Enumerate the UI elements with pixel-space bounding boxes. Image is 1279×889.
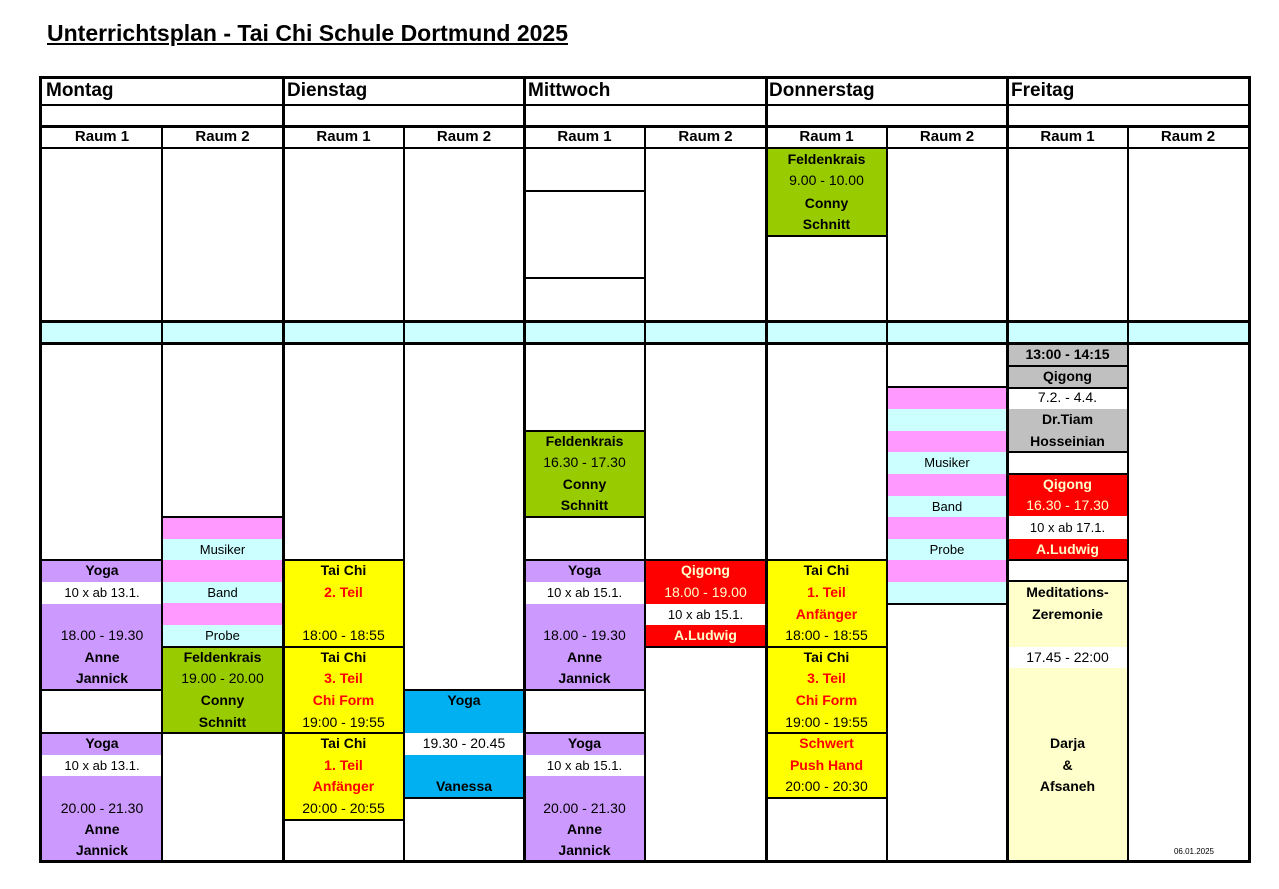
schedule-text-mi2-qg-x: 10 x ab 15.1. [667, 607, 744, 622]
room-header: Raum 2 [436, 128, 492, 145]
date-stamp: 06.01.2025 [1173, 847, 1214, 856]
grid-line [524, 689, 645, 691]
schedule-text-mo1-y2-n2: Jannick [75, 842, 129, 858]
schedule-text-mo1-y1-n1: Anne [84, 649, 120, 665]
schedule-text-mi1-fk-n2: Schnitt [560, 497, 609, 513]
schedule-text-di2-y: Yoga [447, 692, 481, 708]
schedule-text-do1-fk1-n2: Schnitt [802, 216, 851, 232]
schedule-text-di1-tc2-time: 19:00 - 19:55 [302, 714, 385, 730]
schedule-text-mi1-fk-n1: Conny [562, 476, 607, 492]
room-header: Raum 1 [1040, 128, 1095, 145]
cell-fill [162, 560, 283, 582]
schedule-text-do1-fk1: Feldenkrais [787, 151, 866, 167]
schedule-text-mo1-y1-n2: Jannick [75, 670, 129, 686]
schedule-text-fr1-med2: Zeremonie [1032, 606, 1103, 622]
day-divider [765, 76, 768, 863]
grid-line [1007, 451, 1128, 453]
grid-line [766, 235, 887, 237]
schedule-text-mo1-y2-time: 20.00 - 21.30 [60, 800, 144, 816]
schedule-text-do1-sw2: Push Hand [789, 757, 864, 773]
schedule-text-mi1-fk-time: 16.30 - 17.30 [543, 454, 626, 470]
schedule-text-mo1-y1: Yoga [85, 562, 119, 578]
day-header-dienstag: Dienstag [287, 80, 368, 101]
schedule-text-do1-tc1: Tai Chi [803, 562, 850, 578]
schedule-text-fr1-med-n2: & [1062, 757, 1073, 773]
schedule-text-mi1-y1-n2: Jannick [558, 670, 611, 686]
schedule-text-mo1-y2: Yoga [85, 735, 119, 751]
schedule-text-do1-fk1-time: 9.00 - 10.00 [789, 172, 864, 188]
schedule-text-fr1-med-time: 17.45 - 22:00 [1026, 649, 1109, 665]
cell-fill [887, 409, 1007, 431]
schedule-text-mo2-fk-time: 19.00 - 20.00 [181, 670, 264, 686]
room-header: Raum 1 [316, 128, 371, 145]
grid-line [404, 797, 524, 799]
cell-fill [887, 387, 1007, 409]
schedule-text-mo1-y1-time: 18.00 - 19.30 [60, 627, 144, 643]
schedule-text-di2-y-n: Vanessa [435, 778, 493, 794]
schedule-text-fr1-med-n3: Afsaneh [1039, 778, 1096, 794]
schedule-text-mi1-y2-time: 20.00 - 21.30 [543, 800, 626, 816]
grid-line [283, 559, 404, 561]
schedule-text-do1-tc2-l2: Chi Form [795, 692, 858, 708]
grid-line [42, 689, 162, 691]
room-header: Raum 2 [678, 128, 733, 145]
cell-fill [887, 517, 1007, 539]
schedule-text-di1-tc3-time: 20:00 - 20:55 [302, 800, 385, 816]
schedule-text-di1-tc3-l1: 1. Teil [324, 757, 363, 773]
schedule-text-di1-tc3: Tai Chi [320, 735, 367, 751]
grid-line [283, 732, 404, 734]
schedule-text-do1-fk1-n1: Conny [804, 195, 849, 211]
room-divider [161, 125, 163, 863]
schedule-text-mi1-fk: Feldenkrais [545, 433, 624, 449]
day-header-mittwoch: Mittwoch [528, 80, 611, 101]
grid-line [42, 559, 162, 561]
schedule-text-mi2-qg-time: 18.00 - 19.00 [664, 584, 747, 600]
schedule-text-do1-tc2-time: 19:00 - 19:55 [785, 714, 868, 730]
schedule-text-fr1-med-n1: Darja [1049, 735, 1086, 751]
schedule-text-mi1-y2: Yoga [567, 735, 602, 751]
frame-left [39, 76, 42, 863]
schedule-text-mo1-y2-x: 10 x ab 13.1. [64, 758, 140, 773]
grid-line [1007, 343, 1128, 345]
schedule-text-do1-tc1-time: 18:00 - 18:55 [785, 627, 868, 643]
grid-line [645, 559, 766, 561]
schedule-text-do1-sw-time: 20:00 - 20:30 [785, 778, 868, 794]
grid-line [524, 430, 645, 432]
schedule-text-fr1-qg2-n: A.Ludwig [1036, 541, 1099, 557]
grid-line [524, 277, 645, 279]
day-header-freitag: Freitag [1011, 80, 1075, 101]
cell-fill [887, 582, 1007, 604]
schedule-text-mi1-y2-n2: Jannick [558, 842, 611, 858]
grid-line [1007, 365, 1128, 367]
grid-line [524, 559, 645, 561]
cell-fill [162, 517, 283, 539]
schedule-text-do2-musiker: Musiker [924, 455, 970, 470]
schedule-text-do1-sw1: Schwert [799, 735, 854, 751]
schedule-text-di1-tc2-l1: 3. Teil [324, 670, 363, 686]
room-divider [1127, 125, 1129, 863]
grid-line [887, 386, 1007, 388]
schedule-text-fr1-n2: Hosseinian [1030, 433, 1105, 449]
schedule-text-mi1-y2-n1: Anne [567, 821, 602, 837]
schedule-text-di1-tc2-l2: Chi Form [312, 692, 375, 708]
day-header-montag: Montag [46, 80, 114, 101]
room-header: Raum 2 [919, 128, 975, 145]
schedule-text-fr1-qg: Qigong [1043, 368, 1092, 384]
schedule-text-do1-tc2: Tai Chi [803, 649, 850, 665]
grid-line [766, 559, 887, 561]
grid-line [766, 732, 887, 734]
schedule-text-mi2-qg: Qigong [681, 562, 730, 578]
room-header: Raum 1 [74, 128, 130, 145]
schedule-text-di2-y-time: 19.30 - 20.45 [422, 735, 506, 751]
schedule-text-mo2-fk: Feldenkrais [183, 649, 262, 665]
room-header: Raum 2 [1160, 128, 1216, 145]
schedule-text-mi1-y1-time: 18.00 - 19.30 [543, 627, 626, 643]
schedule-text-fr1-n1: Dr.Tiam [1041, 411, 1094, 427]
grid-line [766, 797, 887, 799]
schedule-text-do2-band: Band [931, 499, 963, 514]
grid-line [1007, 473, 1128, 475]
grid-line [162, 732, 283, 734]
grid-line [404, 689, 524, 691]
frame-top [39, 76, 1251, 79]
page-title: Unterrichtsplan - Tai Chi Schule Dortmund 2025 [47, 20, 568, 46]
schedule-text-di1-tc2: Tai Chi [320, 649, 367, 665]
schedule-text-mo2-probe: Probe [205, 628, 240, 643]
schedule-text-mo2-band: Band [207, 585, 238, 600]
grid-line [1007, 387, 1128, 389]
schedule-text-mo2-fk-n1: Conny [200, 692, 245, 708]
grid-line [524, 732, 645, 734]
grid-line [162, 646, 283, 648]
schedule-text-mi1-y1-x: 10 x ab 15.1. [546, 585, 623, 600]
schedule-text-do1-tc2-l1: 3. Teil [807, 670, 846, 686]
schedule-text-mi1-y2-x: 10 x ab 15.1. [546, 758, 623, 773]
schedule-text-fr1-t: 13:00 - 14:15 [1025, 346, 1110, 362]
grid-line [887, 603, 1007, 605]
schedule-text-di1-tc1-time: 18:00 - 18:55 [302, 627, 385, 643]
room-header: Raum 1 [557, 128, 612, 145]
schedule-text-fr1-date: 7.2. - 4.4. [1037, 389, 1098, 405]
grid-line [42, 732, 162, 734]
schedule-text-do1-tc1-l2: Anfänger [795, 606, 858, 622]
grid-line [766, 646, 887, 648]
schedule-text-mi1-y1-n1: Anne [567, 649, 602, 665]
day-divider [523, 76, 526, 863]
schedule-text-di1-tc3-l2: Anfänger [312, 778, 375, 794]
room-header: Raum 1 [799, 128, 854, 145]
room-divider [403, 125, 405, 863]
grid-line [283, 646, 404, 648]
schedule-text-fr1-qg2: Qigong [1043, 476, 1092, 492]
schedule-text-mo1-y2-n1: Anne [84, 821, 120, 837]
grid-line [1007, 559, 1128, 561]
room-divider [644, 125, 646, 863]
schedule-text-mo2-fk-n2: Schnitt [198, 714, 247, 730]
schedule-text-do1-tc1-l1: 1. Teil [807, 584, 846, 600]
cell-fill [162, 603, 283, 625]
schedule-text-fr1-qg2-x: 10 x ab 17.1. [1029, 520, 1106, 535]
schedule-text-mi1-y1: Yoga [567, 562, 602, 578]
schedule-text-di1-tc1: Tai Chi [320, 562, 367, 578]
grid-line [645, 646, 766, 648]
grid-line [524, 516, 645, 518]
day-header-donnerstag: Donnerstag [769, 80, 875, 101]
day-divider [282, 76, 285, 863]
grid-line [524, 190, 645, 192]
schedule-text-fr1-qg2-time: 16.30 - 17.30 [1026, 497, 1109, 513]
room-header: Raum 2 [195, 128, 250, 145]
grid-line [39, 104, 1251, 106]
schedule-text-mo1-y1-x: 10 x ab 13.1. [64, 585, 140, 600]
day-divider [1006, 76, 1009, 863]
schedule-text-do2-probe: Probe [929, 542, 965, 557]
cell-fill [887, 474, 1007, 496]
schedule-text-fr1-med1: Meditations- [1026, 584, 1109, 600]
schedule-text-di1-tc1-l: 2. Teil [324, 584, 363, 600]
cell-fill [887, 560, 1007, 582]
schedule-text-mi2-qg-n: A.Ludwig [674, 627, 737, 643]
grid-line [283, 819, 404, 821]
grid-line [1007, 580, 1128, 582]
grid-line [162, 516, 283, 518]
cell-fill [887, 431, 1007, 453]
frame-right [1248, 76, 1251, 863]
schedule-text-mo2-musiker: Musiker [199, 542, 246, 557]
